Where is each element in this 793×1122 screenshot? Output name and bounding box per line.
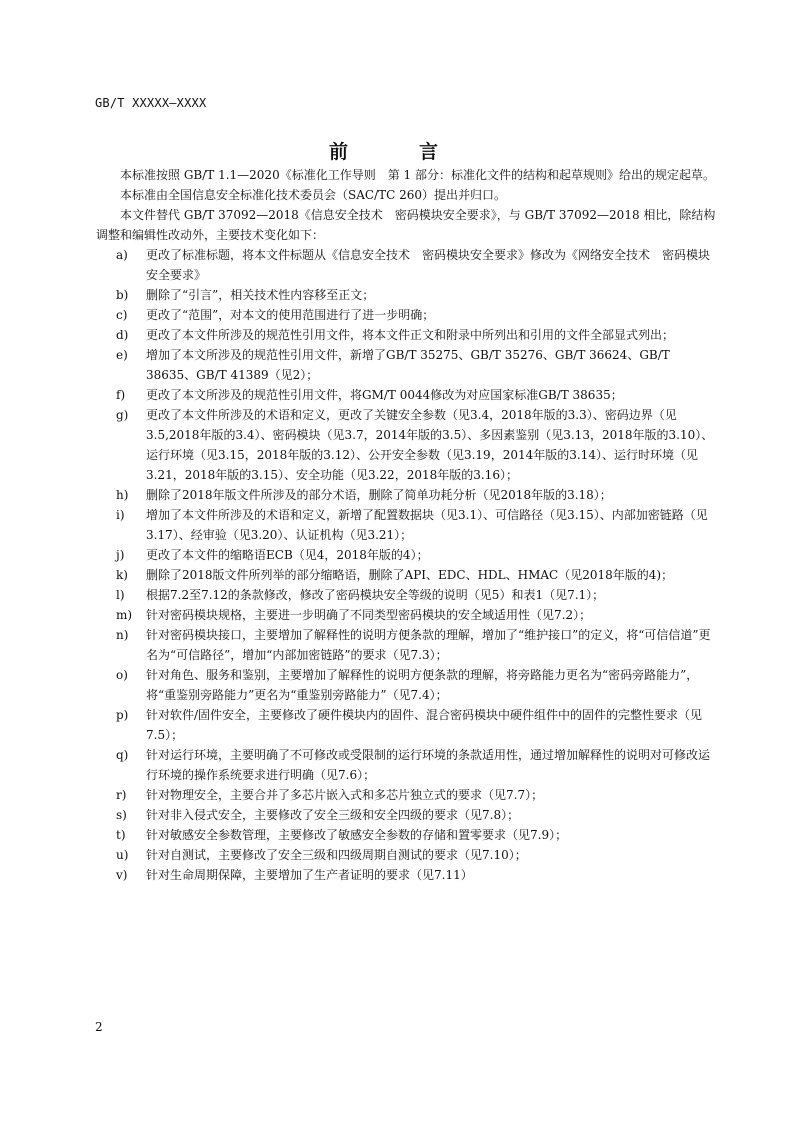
list-item xyxy=(116,505,721,545)
list-item xyxy=(116,545,721,565)
list-item-label: h) xyxy=(116,488,129,502)
list-item-text: 针对密码模块接口，主要增加了解释性的说明方便条款的理解，增加了“维护接口”的定义，将“可信信道”更名为“可信路径”，增加“内部加密链路”的要求（见7.3）； xyxy=(146,628,711,662)
list-item-label: g) xyxy=(116,408,129,422)
list-item-text: 针对生命周期保障，主要增加了生产者证明的要求（见7.11） xyxy=(146,868,473,882)
list-item xyxy=(116,305,721,325)
list-item-label: m) xyxy=(116,608,133,622)
list-item-label: p) xyxy=(116,708,129,722)
foreword-body xyxy=(96,165,721,885)
list-item xyxy=(116,705,721,745)
list-item xyxy=(116,785,721,805)
list-item-text: 更改了本文所涉及的规范性引用文件，将GM/T 0044修改为对应国家标准GB/T 38635； xyxy=(146,388,623,402)
document-number: GB/T XXXXX—XXXX xyxy=(95,96,207,110)
list-item xyxy=(116,805,721,825)
list-item-text: 针对自测试，主要修改了安全三级和四级周期自测试的要求（见7.10）； xyxy=(146,848,527,862)
list-item-text: 增加了本文件所涉及的术语和定义，新增了配置数据块（见3.1）、可信路径（见3.15）、内部加密链路（见3.17）、经审验（见3.20）、认证机构（见3.21）； xyxy=(146,508,708,542)
list-item-label: q) xyxy=(116,748,129,762)
list-item xyxy=(116,245,721,285)
list-item xyxy=(116,405,721,485)
list-item-label: t) xyxy=(116,828,126,842)
paragraph-proposer: 本标准由全国信息安全标准化技术委员会（SAC/TC 260）提出并归口。 xyxy=(120,188,507,202)
list-item-text: 删除了“引言”，相关技术性内容移至正文； xyxy=(146,288,375,302)
paragraph-replacement: 本文件替代 GB/T 37092—2018《信息安全技术 密码模块安全要求》，与 GB/T 37092—2018 相比，除结构调整和编辑性改动外，主要技术变化如下： xyxy=(96,208,716,242)
list-item-label: a) xyxy=(116,248,128,262)
list-item-label: c) xyxy=(116,308,128,322)
list-item-text: 更改了本文件所涉及的规范性引用文件，将本文件正文和附录中所列出和引用的文件全部显式列出； xyxy=(146,328,675,342)
list-item-text: 针对非入侵式安全，主要修改了安全三级和安全四级的要求（见7.8）； xyxy=(146,808,520,822)
list-item-label: r) xyxy=(116,788,127,802)
list-item xyxy=(116,605,721,625)
list-item-label: l) xyxy=(116,588,125,602)
list-item-text: 根据7.2至7.12的条款修改，修改了密码模块安全等级的说明（见5）和表1（见7.1）； xyxy=(146,588,605,602)
list-item-label: e) xyxy=(116,348,128,362)
list-item-label: b) xyxy=(116,288,129,302)
list-item-label: f) xyxy=(116,388,126,402)
list-item xyxy=(116,385,721,405)
list-item-text: 删除了2018版文件所列举的部分缩略语，删除了API、EDC、HDL、HMAC（见2018年版的4)； xyxy=(146,568,674,582)
list-item-text: 针对软件/固件安全，主要修改了硬件模块内的固件、混合密码模块中硬件组件中的固件的完整性要求（见7.5）； xyxy=(146,708,703,742)
list-item xyxy=(116,285,721,305)
list-item xyxy=(116,745,721,785)
list-item-label: d) xyxy=(116,328,129,342)
list-item-text: 针对物理安全，主要合并了多芯片嵌入式和多芯片独立式的要求（见7.7）； xyxy=(146,788,544,802)
paragraph-drafting-rules: 本标准按照 GB/T 1.1—2020《标准化工作导则 第 1 部分：标准化文件的结构和起草规则》给出的规定起草。 xyxy=(120,168,715,182)
list-item-text: 更改了标准标题，将本文件标题从《信息安全技术 密码模块安全要求》修改为《网络安全技术 密码模块安全要求》 xyxy=(146,248,711,282)
technical-changes-list xyxy=(96,245,721,885)
list-item-text: 针对角色、服务和鉴别，主要增加了解释性的说明方便条款的理解，将旁路能力更名为“密码旁路能力”，将“重鉴别旁路能力”更名为“重鉴别旁路能力”（见7.4）； xyxy=(146,668,699,702)
list-item-text: 针对敏感安全参数管理，主要修改了敏感安全参数的存储和置零要求（见7.9）； xyxy=(146,828,568,842)
list-item xyxy=(116,845,721,865)
list-item-label: k) xyxy=(116,568,128,582)
list-item xyxy=(116,345,721,385)
list-item-text: 针对运行环境，主要明确了不可修改或受限制的运行环境的条款适用性，通过增加解释性的说明对可修改运行环境的操作系统要求进行明确（见7.6）； xyxy=(146,748,711,782)
list-item xyxy=(116,485,721,505)
list-item-label: s) xyxy=(116,808,127,822)
list-item-label: n) xyxy=(116,628,129,642)
list-item-label: o) xyxy=(116,668,128,682)
page-title: 前 言 xyxy=(328,141,464,163)
list-item xyxy=(116,565,721,585)
list-item-text: 增加了本文所涉及的规范性引用文件，新增了GB/T 35275、GB/T 35276、GB/T 36624、GB/T 38635、GB/T 41389（见2）； xyxy=(146,348,670,382)
list-item-text: 更改了本文件的缩略语ECB（见4，2018年版的4）； xyxy=(146,548,429,562)
list-item xyxy=(116,625,721,665)
list-item-label: u) xyxy=(116,848,129,862)
list-item xyxy=(116,865,721,885)
list-item xyxy=(116,665,721,705)
list-item-text: 针对密码模块规格，主要进一步明确了不同类型密码模块的安全域适用性（见7.2）； xyxy=(146,608,592,622)
list-item-text: 更改了本文件所涉及的术语和定义，更改了关键安全参数（见3.4，2018年版的3.3）、密码边界（见3.5,2018年版的3.4）、密码模块（见3.7，2014年版的3.5）、多因素鉴别（见3.13，2018年版的3.10）、运行环境（见3.15，2018年版的3.12）、公开安全参数（见3.19，2014年版的3.14）、运行时环境（见3.21，2018年版的3.15）、安全功能（见3.22，2018年版的3.16）； xyxy=(146,408,714,482)
list-item xyxy=(116,585,721,605)
list-item-text: 删除了2018年版文件所涉及的部分术语，删除了简单功耗分析（见2018年版的3.18）； xyxy=(146,488,612,502)
list-item xyxy=(116,825,721,845)
list-item-label: i) xyxy=(116,508,125,522)
list-item xyxy=(116,325,721,345)
list-item-label: j) xyxy=(116,548,125,562)
list-item-text: 更改了“范围”，对本文的使用范围进行了进一步明确； xyxy=(146,308,435,322)
list-item-label: v) xyxy=(116,868,128,882)
page-number: 2 xyxy=(95,1020,103,1034)
